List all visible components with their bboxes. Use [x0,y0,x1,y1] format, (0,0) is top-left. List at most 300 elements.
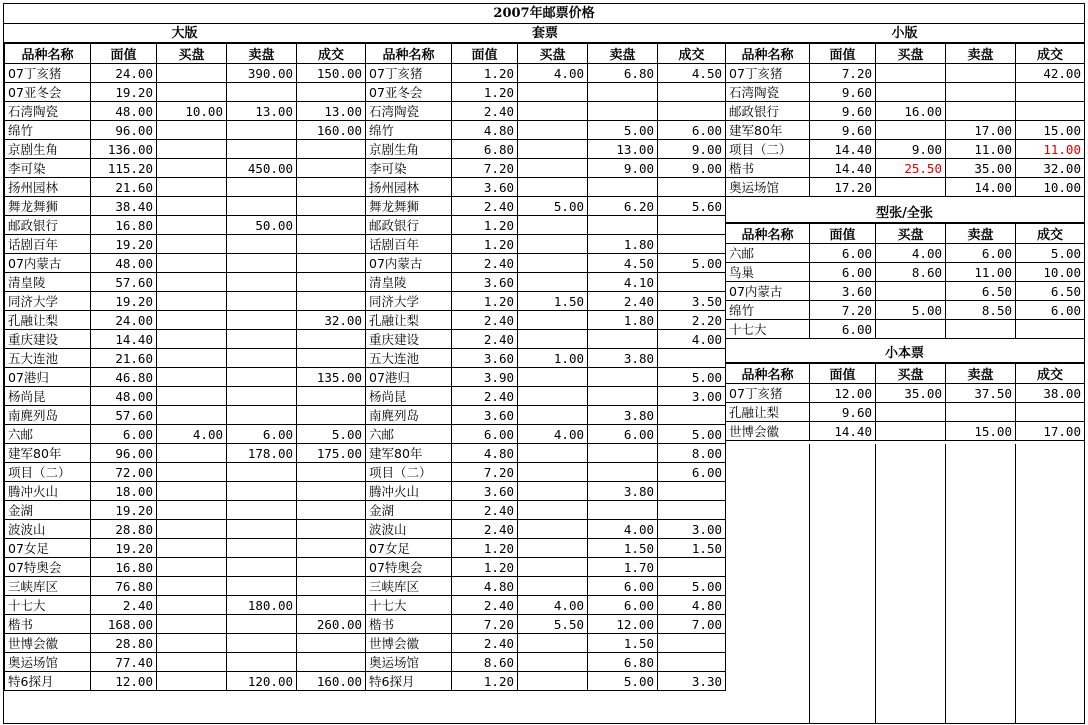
ask-cell [227,121,297,140]
face-value-cell: 3.60 [452,178,518,197]
face-value-cell: 14.40 [810,422,876,441]
table-body [366,64,726,691]
face-value-cell: 9.60 [810,83,876,102]
face-value-cell: 21.60 [91,178,157,197]
column-header-deal: 成交 [1016,44,1085,64]
ask-cell: 35.00 [946,159,1016,178]
ask-cell: 9.00 [588,159,658,178]
deal-cell: 135.00 [297,368,366,387]
bid-cell: 4.00 [518,596,588,615]
face-value-cell: 21.60 [91,349,157,368]
column-divider [809,444,810,723]
table-body [726,244,1085,339]
table-row [5,387,366,406]
ask-cell [946,320,1016,339]
bid-cell [157,83,227,102]
name-cell: 扬州园林 [5,178,91,197]
deal-cell [658,558,726,577]
bid-cell [157,311,227,330]
table-row [366,159,726,178]
deal-cell: 6.00 [658,121,726,140]
name-cell: 项目（二） [726,140,810,159]
face-value-cell: 1.20 [452,558,518,577]
column-header-ask: 卖盘 [588,44,658,64]
face-value-cell: 48.00 [91,387,157,406]
ask-cell: 6.00 [588,577,658,596]
face-value-cell: 12.00 [91,672,157,691]
table-row [366,178,726,197]
face-value-cell: 3.60 [452,349,518,368]
bid-cell [876,83,946,102]
column-header-face-value: 面值 [810,44,876,64]
name-cell: 清皇陵 [366,273,452,292]
ask-cell [227,83,297,102]
face-value-cell: 6.00 [91,425,157,444]
deal-cell [297,387,366,406]
header-row [726,44,1085,64]
table-row [366,273,726,292]
name-cell: 重庆建设 [5,330,91,349]
table-row [366,330,726,349]
ask-cell: 4.50 [588,254,658,273]
bid-cell [157,463,227,482]
ask-cell [227,178,297,197]
bid-cell [518,102,588,121]
ask-cell: 1.80 [588,235,658,254]
table-row [5,235,366,254]
name-cell: 07女足 [5,539,91,558]
face-value-cell: 14.40 [810,140,876,159]
face-value-cell: 2.40 [452,634,518,653]
column-header-bid: 买盘 [876,44,946,64]
deal-cell [658,653,726,672]
deal-cell: 38.00 [1016,384,1085,403]
ask-cell: 17.00 [946,121,1016,140]
bid-cell: 5.50 [518,615,588,634]
bid-cell [518,330,588,349]
section-title-daban: 大版 [4,24,365,43]
bid-cell [518,558,588,577]
table-row [5,102,366,121]
table-xiaobenpiao [725,363,1085,441]
ask-cell: 4.00 [588,520,658,539]
face-value-cell: 24.00 [91,311,157,330]
name-cell: 五大连池 [366,349,452,368]
table-row [726,140,1085,159]
table-row [726,384,1085,403]
bid-cell: 25.50 [876,159,946,178]
column-header-bid: 买盘 [876,364,946,384]
ask-cell: 178.00 [227,444,297,463]
face-value-cell: 2.40 [452,311,518,330]
table-row [5,121,366,140]
bid-cell [876,178,946,197]
table-row [366,292,726,311]
table-row [366,596,726,615]
ask-cell: 1.80 [588,311,658,330]
column-header-face-value: 面值 [91,44,157,64]
bid-cell [157,520,227,539]
table-row [5,216,366,235]
name-cell: 十七大 [726,320,810,339]
table-row [5,501,366,520]
name-cell: 07特奥会 [366,558,452,577]
table-row [5,520,366,539]
deal-cell: 4.50 [658,64,726,83]
bid-cell [157,292,227,311]
deal-cell: 3.30 [658,672,726,691]
deal-cell: 9.00 [658,140,726,159]
table-row [5,368,366,387]
bid-cell [518,178,588,197]
bid-cell [518,634,588,653]
bid-cell [157,64,227,83]
face-value-cell: 2.40 [452,596,518,615]
face-value-cell: 9.60 [810,102,876,121]
ask-cell [588,102,658,121]
table-row [366,634,726,653]
face-value-cell: 6.00 [810,320,876,339]
table-row [5,615,366,634]
ask-cell [946,102,1016,121]
bid-cell [518,254,588,273]
deal-cell [1016,403,1085,422]
bid-cell [157,349,227,368]
table-row [5,273,366,292]
face-value-cell: 2.40 [452,520,518,539]
face-value-cell: 7.20 [810,64,876,83]
table-row [366,482,726,501]
ask-cell [227,501,297,520]
deal-cell [297,273,366,292]
bid-cell [876,403,946,422]
ask-cell: 1.70 [588,558,658,577]
ask-cell: 14.00 [946,178,1016,197]
deal-cell [658,634,726,653]
face-value-cell: 19.20 [91,539,157,558]
face-value-cell: 1.20 [452,539,518,558]
bid-cell [157,368,227,387]
deal-cell [297,197,366,216]
bid-cell [157,121,227,140]
column-header-bid: 买盘 [876,224,946,244]
table-body [5,64,366,691]
table-row [5,596,366,615]
table-row [366,425,726,444]
table-row [5,653,366,672]
ask-cell [946,403,1016,422]
table-row [726,403,1085,422]
bid-cell [157,444,227,463]
ask-cell: 6.00 [588,425,658,444]
empty-grid-area [725,444,1084,723]
name-cell: 南麂列岛 [5,406,91,425]
face-value-cell: 12.00 [810,384,876,403]
ask-cell: 5.00 [588,121,658,140]
bid-cell [157,653,227,672]
column-header-face-value: 面值 [452,44,518,64]
table-row [5,83,366,102]
deal-cell [297,292,366,311]
bid-cell [518,121,588,140]
table-xingzhang [725,223,1085,339]
name-cell: 07丁亥猪 [366,64,452,83]
name-cell: 世博会徽 [726,422,810,441]
name-cell: 话剧百年 [5,235,91,254]
face-value-cell: 6.00 [810,244,876,263]
face-value-cell: 2.40 [452,330,518,349]
deal-cell: 5.00 [297,425,366,444]
table-row [366,254,726,273]
name-cell: 07女足 [366,539,452,558]
bid-cell: 1.50 [518,292,588,311]
ask-cell [227,653,297,672]
column-header-deal: 成交 [658,44,726,64]
ask-cell [227,558,297,577]
bid-cell [157,197,227,216]
deal-cell: 3.00 [658,520,726,539]
name-cell: 石湾陶瓷 [366,102,452,121]
face-value-cell: 8.60 [452,653,518,672]
bid-cell [518,311,588,330]
panel-taopiao [365,24,725,724]
ask-cell [588,463,658,482]
face-value-cell: 17.20 [810,178,876,197]
ask-cell: 13.00 [588,140,658,159]
face-value-cell: 3.60 [452,273,518,292]
bid-cell [157,596,227,615]
face-value-cell: 168.00 [91,615,157,634]
deal-cell [658,102,726,121]
table-row [5,444,366,463]
table-row [726,178,1085,197]
column-header-face-value: 面值 [810,224,876,244]
column-header-face-value: 面值 [810,364,876,384]
bid-cell [518,406,588,425]
name-cell: 十七大 [5,596,91,615]
ask-cell [588,178,658,197]
bid-cell [518,577,588,596]
ask-cell [588,368,658,387]
panel-xiaobenpiao [725,344,1084,444]
name-cell: 奥运场馆 [366,653,452,672]
face-value-cell: 2.40 [452,254,518,273]
table-row [726,244,1085,263]
deal-cell [1016,83,1085,102]
deal-cell: 11.00 [1016,140,1085,159]
deal-cell [297,254,366,273]
face-value-cell: 28.80 [91,520,157,539]
face-value-cell: 6.80 [452,140,518,159]
column-divider [1015,444,1016,723]
face-value-cell: 2.40 [452,501,518,520]
bid-cell [157,558,227,577]
table-taopiao [365,43,726,691]
face-value-cell: 48.00 [91,102,157,121]
ask-cell: 120.00 [227,672,297,691]
deal-cell: 7.00 [658,615,726,634]
deal-cell: 160.00 [297,672,366,691]
face-value-cell: 9.60 [810,121,876,140]
name-cell: 绵竹 [726,301,810,320]
bid-cell [157,539,227,558]
bid-cell: 35.00 [876,384,946,403]
header-row [726,224,1085,244]
name-cell: 世博会徽 [366,634,452,653]
ask-cell: 1.50 [588,634,658,653]
face-value-cell: 38.40 [91,197,157,216]
ask-cell [227,311,297,330]
ask-cell [946,64,1016,83]
table-row [366,520,726,539]
deal-cell: 32.00 [1016,159,1085,178]
face-value-cell: 19.20 [91,501,157,520]
deal-cell: 42.00 [1016,64,1085,83]
face-value-cell: 1.20 [452,235,518,254]
panel-daban [4,24,365,724]
name-cell: 特6探月 [366,672,452,691]
bid-cell [518,539,588,558]
deal-cell: 3.00 [658,387,726,406]
deal-cell [297,178,366,197]
ask-cell [588,216,658,235]
bid-cell [157,254,227,273]
panel-xiaoban [725,24,1084,204]
name-cell: 07特奥会 [5,558,91,577]
column-header-ask: 卖盘 [227,44,297,64]
face-value-cell: 19.20 [91,235,157,254]
deal-cell: 3.50 [658,292,726,311]
name-cell: 六邮 [366,425,452,444]
ask-cell: 450.00 [227,159,297,178]
bid-cell [518,387,588,406]
name-cell: 话剧百年 [366,235,452,254]
bid-cell [518,368,588,387]
name-cell: 金湖 [5,501,91,520]
bid-cell [157,577,227,596]
bid-cell [876,282,946,301]
face-value-cell: 76.80 [91,577,157,596]
ask-cell [227,634,297,653]
bid-cell [518,463,588,482]
ask-cell [588,387,658,406]
face-value-cell: 2.40 [452,102,518,121]
name-cell: 腾冲火山 [5,482,91,501]
name-cell: 07内蒙古 [366,254,452,273]
bid-cell [157,615,227,634]
table-row [5,406,366,425]
ask-cell: 4.10 [588,273,658,292]
table-body [726,384,1085,441]
section-title-taopiao: 套票 [365,24,725,43]
name-cell: 波波山 [366,520,452,539]
face-value-cell: 7.20 [810,301,876,320]
face-value-cell: 48.00 [91,254,157,273]
face-value-cell: 24.00 [91,64,157,83]
deal-cell: 6.00 [1016,301,1085,320]
deal-cell [297,482,366,501]
name-cell: 波波山 [5,520,91,539]
face-value-cell: 16.80 [91,558,157,577]
bid-cell: 1.00 [518,349,588,368]
bid-cell [157,235,227,254]
face-value-cell: 7.20 [452,463,518,482]
bid-cell [518,235,588,254]
section-title-xiaoban: 小版 [725,24,1084,43]
table-row [5,311,366,330]
bid-cell [157,273,227,292]
bid-cell [518,482,588,501]
ask-cell: 37.50 [946,384,1016,403]
section-title-xingzhang: 型张/全张 [725,204,1084,223]
face-value-cell: 4.80 [452,577,518,596]
bid-cell: 4.00 [518,64,588,83]
face-value-cell: 77.40 [91,653,157,672]
name-cell: 南麂列岛 [366,406,452,425]
table-row [5,634,366,653]
face-value-cell: 115.20 [91,159,157,178]
table-body [726,64,1085,197]
name-cell: 07内蒙古 [5,254,91,273]
table-row [366,463,726,482]
face-value-cell: 28.80 [91,634,157,653]
table-row [5,425,366,444]
deal-cell [297,349,366,368]
deal-cell: 5.00 [658,368,726,387]
deal-cell: 5.00 [658,254,726,273]
deal-cell: 6.00 [658,463,726,482]
table-row [366,235,726,254]
table-row [5,539,366,558]
ask-cell: 5.00 [588,672,658,691]
bid-cell [157,387,227,406]
face-value-cell: 57.60 [91,273,157,292]
face-value-cell: 136.00 [91,140,157,159]
table-xiaoban [725,43,1085,197]
ask-cell: 3.80 [588,406,658,425]
face-value-cell: 1.20 [452,292,518,311]
name-cell: 绵竹 [5,121,91,140]
table-row [5,178,366,197]
deal-cell [297,330,366,349]
column-divider [875,444,876,723]
name-cell: 建军80年 [5,444,91,463]
face-value-cell: 16.80 [91,216,157,235]
deal-cell [297,406,366,425]
bid-cell [157,406,227,425]
face-value-cell: 1.20 [452,672,518,691]
ask-cell: 3.80 [588,482,658,501]
deal-cell [658,216,726,235]
name-cell: 六邮 [5,425,91,444]
face-value-cell: 14.40 [810,159,876,178]
table-row [366,121,726,140]
table-row [366,102,726,121]
header-row [366,44,726,64]
deal-cell [297,235,366,254]
ask-cell [227,520,297,539]
table-row [726,301,1085,320]
face-value-cell: 6.00 [452,425,518,444]
name-cell: 07亚冬会 [5,83,91,102]
name-cell: 项目（二） [5,463,91,482]
column-divider [945,444,946,723]
column-header-ask: 卖盘 [946,44,1016,64]
face-value-cell: 3.90 [452,368,518,387]
bid-cell [518,216,588,235]
table-row [5,292,366,311]
ask-cell: 390.00 [227,64,297,83]
